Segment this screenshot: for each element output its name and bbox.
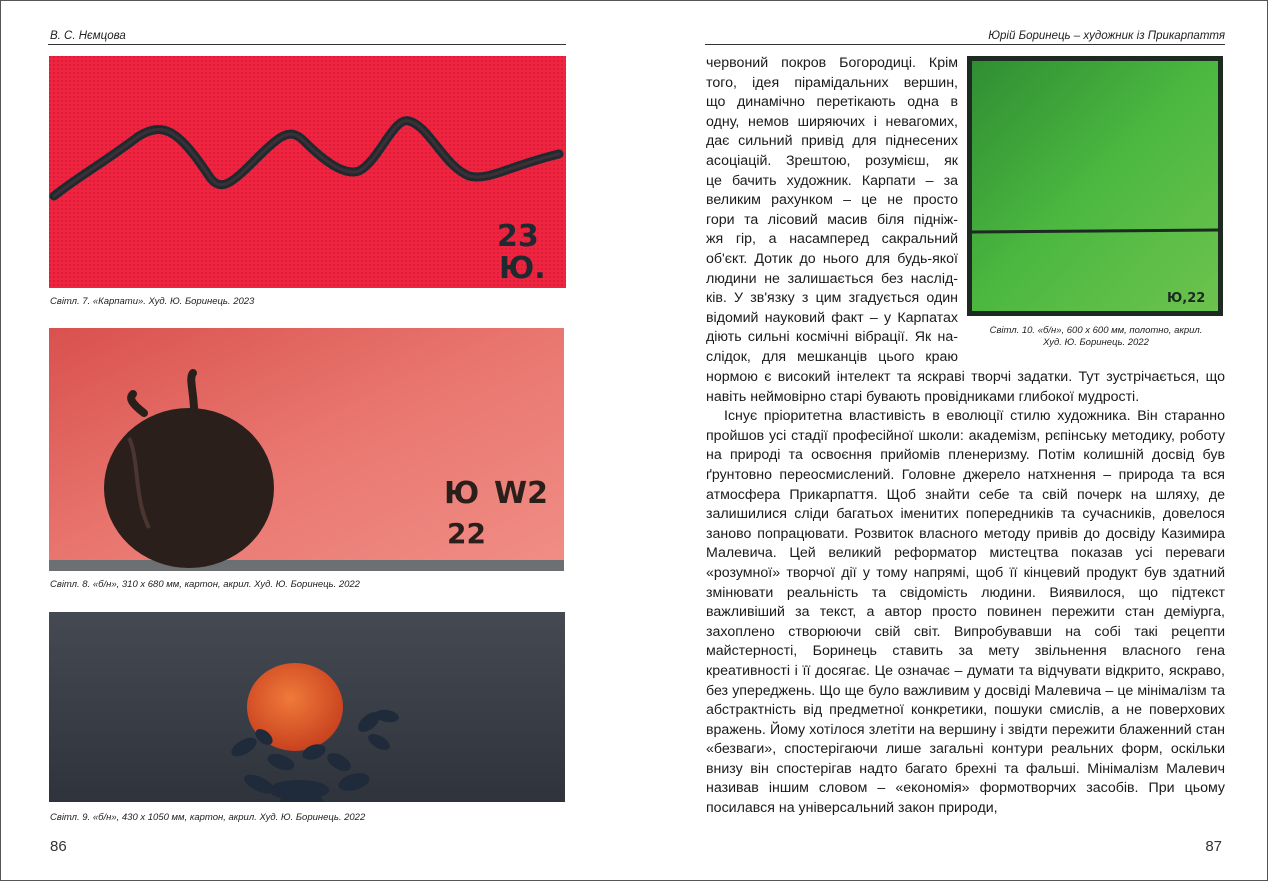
figure-8-painting	[49, 328, 564, 571]
figure-10-caption-line1: Світл. 10. «б/н», 600 х 600 мм, полотно, акрил.	[989, 325, 1203, 336]
figure-7-painting	[49, 56, 566, 288]
paragraph-2: Існує пріоритетна властивість в еволюції стилю художника. Він старанно пройшов усі стадії професійної школи: академізм, рєпінську методику, роботу на природі та освоєння прийомів пленеризму. Потім колишній досвід був ґрунтовно переосмислений. Головне джерело натхнення – природа та вся атмосфера Прикарпаття. Щоб знайти себе та свій почерк на шляху, де залишилися сліди багатьох іменитих попередників та сучасників, довелося заново попрацювати. Розвиток власного методу привів до досвіду Казимира Малевича. Цей великий реформатор мистецтва показав усі переваги «розумної» творчої дії у тому напрямі, щоб її кінцевий продукт був здатний змінювати реальність та свідомість людини. Виявилося, що підтекст важливіший за текст, а автор просто повинен пережити стан деміурга, захоплено створюючи свій світ. Випробувавши на собі такі рецепти майстерності, Боринець ставить за мету звільнення власного гена креативності і її досягає. Це означає – думати та відчувати відкрито, яскраво, без упереджень. Що ще було важливим у досвіді Малевича – це мінімалізм та абстрактність від предметної конкретики, пошуки смислів, а не поверхових вражень. Йому хотілося злетіти на вершину і звідти пережити блаженний стан «безваги», спостерігаючи лише загальні контури реальних форм, оскільки внизу він спостерігав надто багато брехні та фальші. Мінімалізм Малевич називав іншим словом – «економія» формотворчих засобів. При цьому посилався на універсальний закон природи,	[706, 408, 1225, 817]
right-running-head: Юрій Боринець – художник із Прикарпаття	[988, 30, 1225, 42]
text-line: це бачить художник. Карпати – за	[706, 172, 958, 189]
text-line: людини не залишається без наслід-	[706, 270, 958, 287]
text-line: асоціацій. Зрештою, розумієш, як	[706, 152, 958, 169]
text-line: слідок, для мешканців цього краю	[706, 348, 958, 365]
figure-7-caption: Світл. 7. «Карпати». Худ. Ю. Боринець. 2023	[50, 296, 255, 307]
text-line: відомий науковий факт – у Карпатах	[706, 309, 958, 326]
right-page-number: 87	[1205, 838, 1222, 855]
text-line: ків. У зв'язку з цим згадується один	[706, 290, 958, 307]
figure-10-caption	[967, 325, 1225, 349]
text-line: жя гір, а насамперед сакральний	[706, 231, 958, 248]
text-line: об'єкт. Дотик до нього для будь-якої	[706, 250, 958, 267]
horizon-line	[972, 230, 1218, 232]
text-line: діють сильні космічні вібрації. Як на-	[706, 329, 958, 346]
figure-8-caption: Світл. 8. «б/н», 310 х 680 мм, картон, акрил. Худ. Ю. Боринець. 2022	[50, 579, 360, 590]
left-header-rule	[48, 44, 566, 45]
svg-text:W2: W2	[494, 476, 548, 511]
text-line: великим рахунком – це не просто	[706, 192, 958, 209]
dark-circle-shape	[104, 408, 274, 568]
figure-9-caption: Світл. 9. «б/н», 430 х 1050 мм, картон, акрил. Худ. Ю. Боринець. 2022	[50, 812, 366, 823]
figure-9-painting	[49, 612, 565, 802]
narrow-text-column	[706, 54, 958, 368]
left-page-number: 86	[50, 838, 67, 855]
signature-yu: Ю.	[499, 251, 546, 286]
text-line: гори та лісовий масив біля підніж-	[706, 211, 958, 228]
figure-10-caption-line2: Худ. Ю. Боринець. 2022	[1043, 337, 1149, 348]
paragraph-1-end: нормою є високий інтелект та яскраві творчі задатки. Тут зустрічається, що навіть неймовірно старі бувають провідниками глибокої мудрості.	[706, 369, 1225, 405]
signature-10: Ю,22	[1167, 291, 1206, 306]
signature-22-8: 22	[447, 517, 486, 550]
text-line: одну, немов ширяючих і невагомих,	[706, 113, 958, 130]
text-line: що динамічно перетікають одна в	[706, 94, 958, 111]
full-text-column	[706, 368, 1225, 819]
figure-10-painting	[967, 56, 1223, 316]
right-header-rule	[705, 44, 1225, 45]
text-line: дає сильний привід для піднесених	[706, 133, 958, 150]
text-line: того, ідея пірамідальних вершин,	[706, 74, 958, 91]
signature-yu-8: Ю	[444, 476, 480, 511]
signature-23: 23	[497, 219, 539, 254]
text-line: червоний покров Богородиці. Крім	[706, 55, 958, 71]
left-running-head: В. С. Нємцова	[50, 30, 126, 42]
